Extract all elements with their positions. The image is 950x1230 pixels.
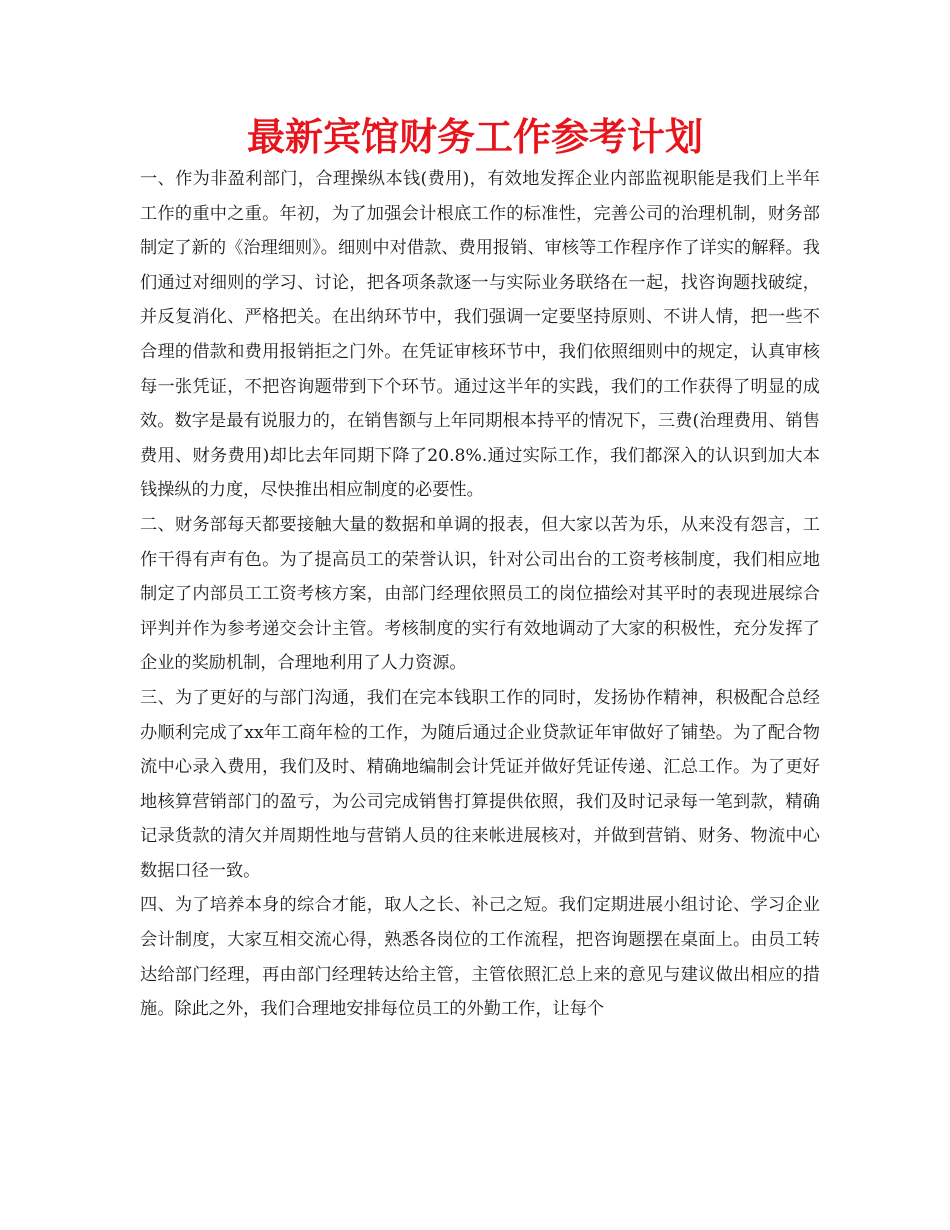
paragraph-1: 一、作为非盈利部门，合理操纵本钱(费用)，有效地发挥企业内部监视职能是我们上半年工作的重中之重。年初，为了加强会计根底工作的标准性，完善公司的治理机制，财务部制定了新的《治理细则》。细则中对借款、费用报销、审核等工作程序作了详实的解释。我们通过对细则的学习、讨论，把各项条款逐一与实际业务联络在一起，找咨询题找破绽，并反复消化、严格把关。在出纳环节中，我们强调一定要坚持原则、不讲人情，把一些不合理的借款和费用报销拒之门外。在凭证审核环节中，我们依照细则中的规定，认真审核每一张凭证，不把咨询题带到下个环节。通过这半年的实践，我们的工作获得了明显的成效。数字是最有说服力的，在销售额与上年同期根本持平的情况下，三费(治理费用、销售费用、财务费用)却比去年同期下降了20.8%.通过实际工作，我们都深入的认识到加大本钱操纵的力度，尽快推出相应制度的必要性。 bbox=[140, 169, 820, 501]
paragraph-4: 四、为了培养本身的综合才能，取人之长、补己之短。我们定期进展小组讨论、学习企业会计制度，大家互相交流心得，熟悉各岗位的工作流程，把咨询题摆在桌面上。由员工转达给部门经理，再由部门经理转达给主管，主管依照汇总上来的意见与建议做出相应的措施。除此之外，我们合理地安排每位员工的外勤工作，让每个 bbox=[140, 895, 820, 1020]
document-body bbox=[140, 162, 820, 1027]
paragraph-3: 三、为了更好的与部门沟通，我们在完本钱职工作的同时，发扬协作精神，积极配合总经办顺利完成了xx年工商年检的工作，为随后通过企业贷款证年审做好了铺垫。为了配合物流中心录入费用，我们及时、精确地编制会计凭证并做好凭证传递、汇总工作。为了更好地核算营销部门的盈亏，为公司完成销售打算提供依照，我们及时记录每一笔到款，精确记录货款的清欠并周期性地与营销人员的往来帐进展核对，并做到营销、财务、物流中心数据口径一致。 bbox=[140, 687, 820, 881]
document-title: 最新宾馆财务工作参考计划 bbox=[246, 115, 703, 159]
paragraph-2: 二、财务部每天都要接触大量的数据和单调的报表，但大家以苦为乐，从来没有怨言，工作干得有声有色。为了提高员工的荣誉认识，针对公司出台的工资考核制度，我们相应地制定了内部员工工资考核方案，由部门经理依照员工的岗位描绘对其平时的表现进展综合评判并作为参考递交会计主管。考核制度的实行有效地调动了大家的积极性，充分发挥了企业的奖励机制，合理地利用了人力资源。 bbox=[140, 514, 820, 674]
